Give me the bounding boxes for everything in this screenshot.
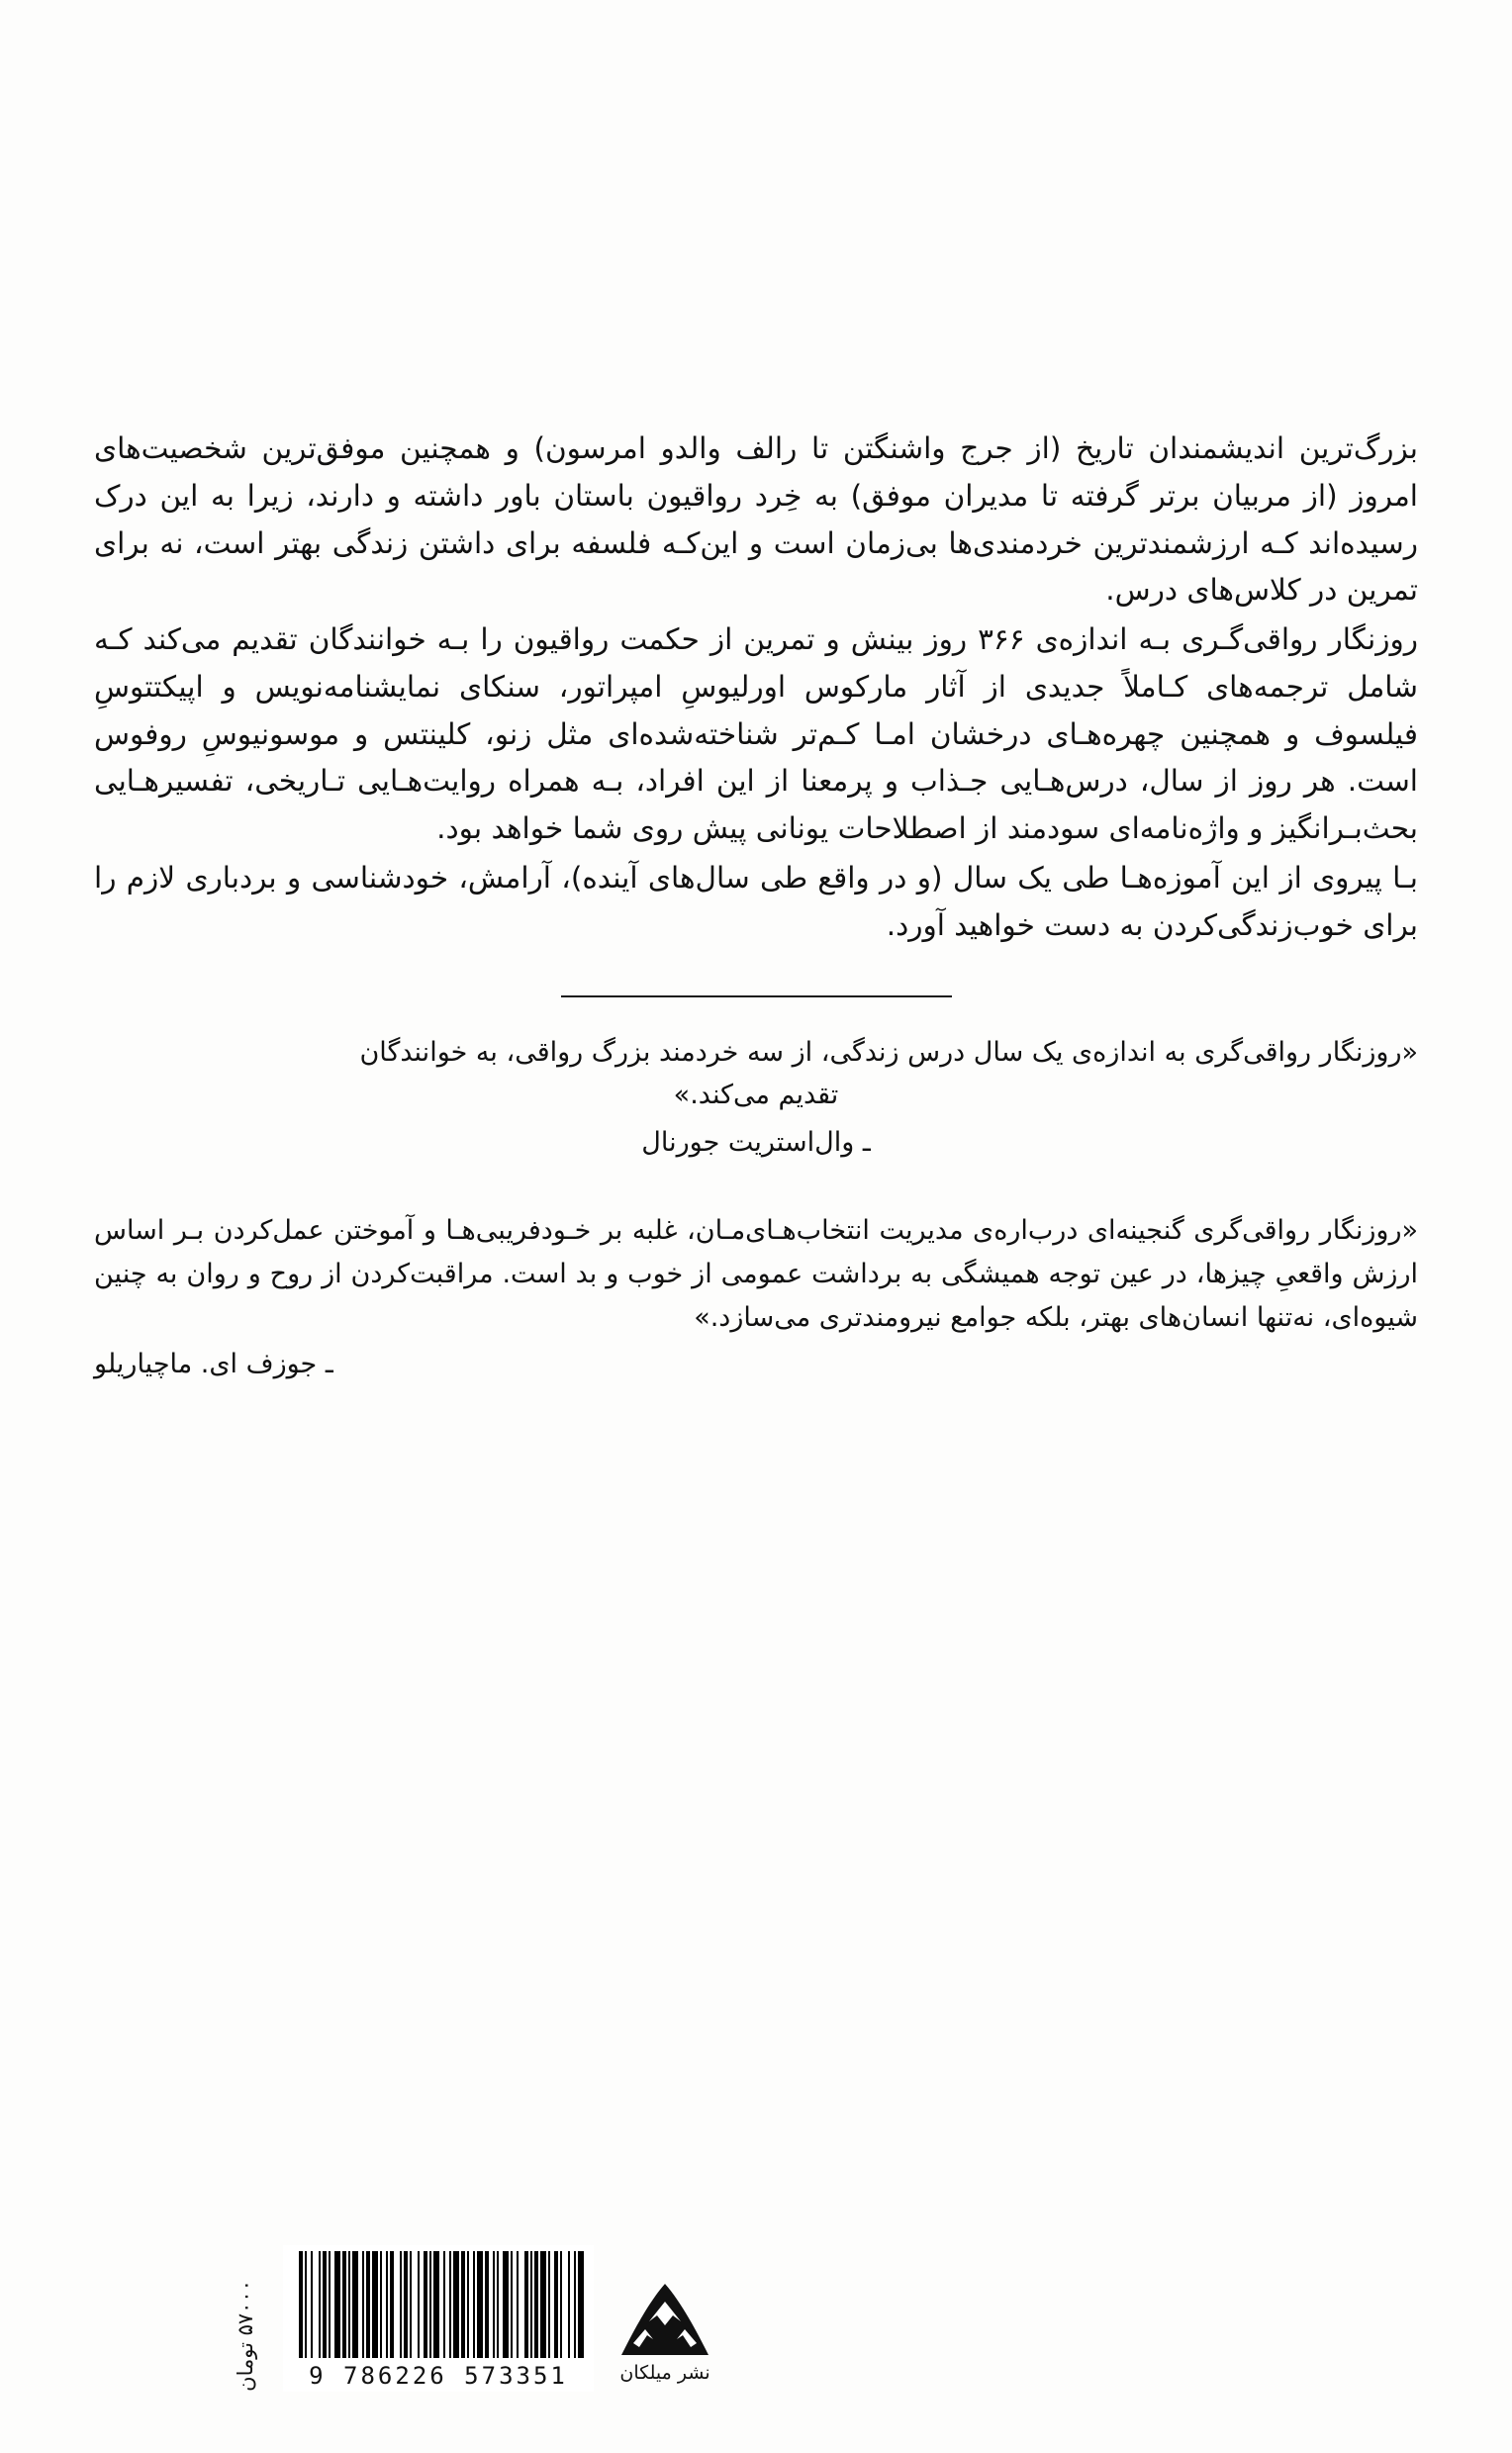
blurb-paragraph-3: بـا پیروی از این آموزه‌هـا طی یک سال (و در واقع طی سال‌های آینده)، آرامش، خودشناسی و بردباری لازم را برای خوب‌زندگی‌کردن به دست خواهید آورد. xyxy=(94,861,1418,942)
review-quote-1-line-2: تقدیم می‌کند.» xyxy=(673,1080,839,1111)
review-quote-2 xyxy=(94,1209,1418,1385)
review-quote-2-attribution: ـ جوزف ای. ماچیاریلو xyxy=(94,1349,333,1380)
barcode xyxy=(283,2245,594,2392)
review-quote-1-line-1: «روزنگار رواقی‌گری به اندازه‌ی یک سال درس زندگی، از سه خردمند بزرگ رواقی، به خوانندگان xyxy=(359,1036,1418,1068)
price-label: ۵۷۰۰۰ تومان xyxy=(234,2280,257,2392)
cover-content xyxy=(94,425,1418,1432)
publisher-name: نشر میلکان xyxy=(619,2362,710,2384)
review-quote-1-attribution: ـ وال‌استریت جورنال xyxy=(641,1127,871,1159)
barcode-digits: 9 786226 573351 xyxy=(309,2362,568,2390)
divider xyxy=(94,995,1418,997)
barcode-bars xyxy=(293,2251,584,2358)
cover-footer xyxy=(0,2204,1512,2392)
review-quote-1 xyxy=(94,1031,1418,1165)
publisher-block xyxy=(619,2282,710,2392)
mountain-logo-icon xyxy=(619,2282,710,2359)
blurb-paragraph-2: روزنگار رواقی‌گـری بـه اندازه‌ی ۳۶۶ روز بینش و تمرین از حکمت رواقیون را بـه خوانندگان تقدیم می‌کند کـه شامل ترجمه‌های کـاملاً جدیدی از آثار مارکوس اورلیوسِ امپراتور، سنکای نمایشنامه‌نویس و اپیکتتوسِ فیلسوف و همچنین چهره‌هـای درخشان امـا کـم‌تر شناخته‌شده‌ای مثل زنو، کلینتس و موسونیوسِ روفوس است. هر روز از سال، درس‌هـایی جـذاب و پرمعنا از این افراد، بـه همراه روایت‌هـایی تـاریخی، تفسیرهـایی بحث‌بـرانگیز و واژه‌نامه‌ای سودمند از اصطلاحات یونانی پیش روی شما خواهد بود. xyxy=(94,622,1418,846)
review-quote-2-text: «روزنگار رواقی‌گری گنجینه‌ای درب‌اره‌ی مدیریت انتخاب‌هـای‌مـان، غلبه بر خـودفریبی‌هـا و آموختن عمل‌کردن بـر اساس ارزش واقعیِ چیزها، در عین توجه همیشگی به برداشت عمومی از خوب و بد است. مراقبت‌کردن از روح و روان به چنین شیوه‌ای، نه‌تنها انسان‌های بهتر، بلکه جوامع نیرومندتری می‌سازد.» xyxy=(94,1215,1418,1333)
horizontal-rule xyxy=(561,995,952,997)
blurb-paragraph-1: بزرگ‌ترین اندیشمندان تاریخ (از جرج واشنگتن تا رالف والدو امرسون) و همچنین موفق‌ترین شخصیت‌های امروز (از مربیان برتر گرفته تا مدیران موفق) به خِرد رواقیون باستان باور داشته و دارند، زیرا به این درک رسیده‌اند کـه ارزشمندترین خردمندی‌ها بی‌زمان است و این‌کـه فلسفه برای داشتن زندگی بهتر است، نه برای تمرین در کلاس‌های درس. xyxy=(94,431,1418,608)
blurb-section xyxy=(94,425,1418,950)
